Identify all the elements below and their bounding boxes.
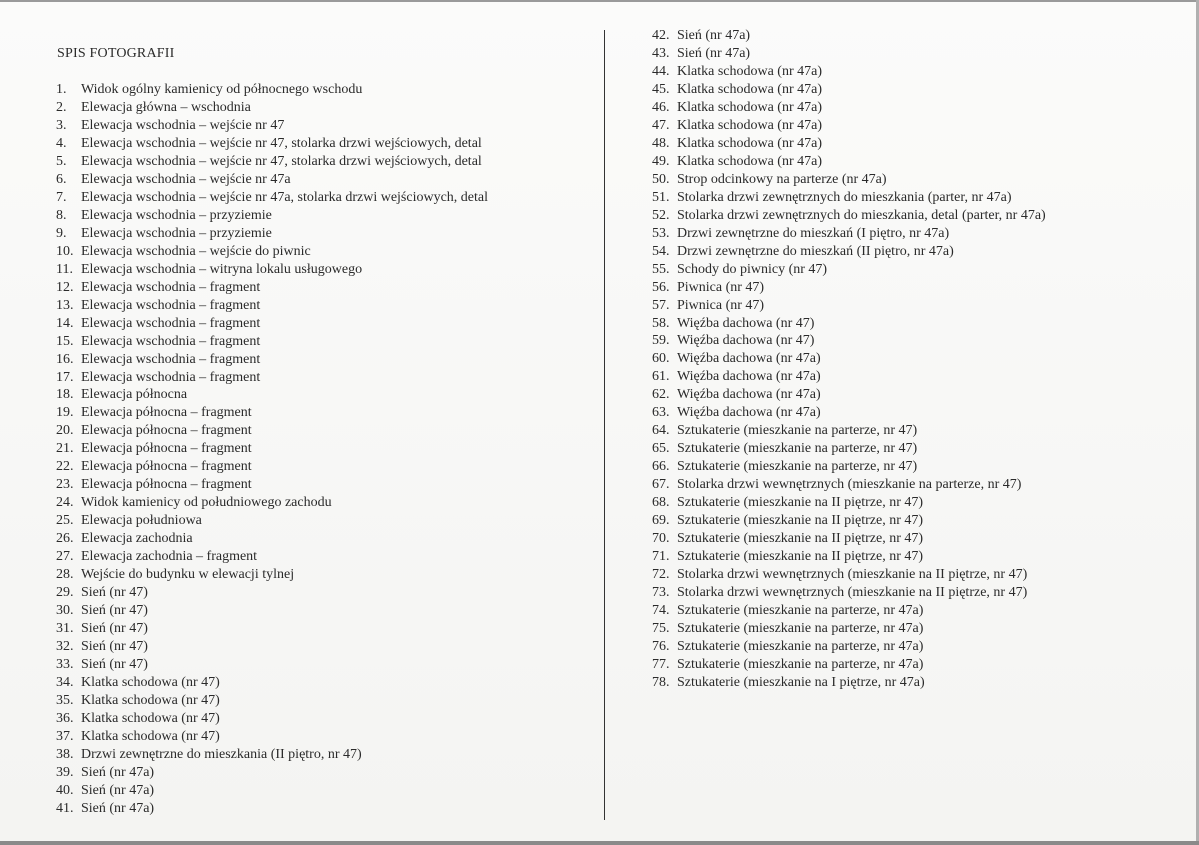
photo-number: 34. xyxy=(56,674,74,690)
photo-number: 16. xyxy=(56,351,74,367)
photo-list-item xyxy=(56,710,488,728)
photo-list-item xyxy=(56,315,488,333)
photo-list-item xyxy=(652,602,1046,620)
photo-list-item xyxy=(56,297,488,315)
photo-list-item xyxy=(652,530,1046,548)
photo-list-item xyxy=(56,494,488,512)
photo-caption: Klatka schodowa (nr 47a) xyxy=(677,81,823,97)
photo-number: 27. xyxy=(56,549,74,565)
photo-caption: Elewacja wschodnia – fragment xyxy=(81,351,261,367)
photo-number: 2. xyxy=(56,99,67,115)
photo-number: 52. xyxy=(652,207,670,223)
photo-list-item xyxy=(56,440,488,458)
photo-number: 55. xyxy=(652,261,670,277)
photo-number: 43. xyxy=(652,45,670,61)
photo-number: 22. xyxy=(56,459,74,475)
photo-number: 68. xyxy=(652,495,670,511)
photo-caption: Drzwi zewnętrzne do mieszkań (I piętro, nr 47a) xyxy=(677,225,950,241)
photo-list-item xyxy=(56,620,488,638)
photo-list-item xyxy=(56,548,488,566)
photo-number: 8. xyxy=(56,207,67,223)
photo-list-item xyxy=(652,350,1046,368)
photo-number: 78. xyxy=(652,674,670,690)
photo-number: 62. xyxy=(652,387,670,403)
photo-number: 41. xyxy=(56,800,74,816)
photo-list-item xyxy=(652,315,1046,333)
photo-list-item xyxy=(56,225,488,243)
photo-caption: Elewacja główna – wschodnia xyxy=(81,99,251,115)
photo-list-item xyxy=(56,656,488,674)
photo-number: 37. xyxy=(56,728,74,744)
scan-bottom-edge xyxy=(0,841,1199,845)
photo-caption: Więźba dachowa (nr 47a) xyxy=(677,369,821,385)
photo-caption: Elewacja wschodnia – fragment xyxy=(81,279,261,295)
photo-caption: Elewacja wschodnia – przyziemie xyxy=(81,207,272,223)
photo-caption: Elewacja północna – fragment xyxy=(81,405,252,421)
photo-list-item xyxy=(56,333,488,351)
photo-list-item xyxy=(652,243,1046,261)
photo-number: 42. xyxy=(652,28,670,43)
photo-caption: Sień (nr 47) xyxy=(81,603,148,619)
photo-list-item xyxy=(652,261,1046,279)
photo-number: 14. xyxy=(56,315,74,331)
photo-number: 76. xyxy=(652,638,670,654)
photo-caption: Sztukaterie (mieszkanie na II piętrze, nr 47) xyxy=(677,513,924,529)
photo-list-item xyxy=(652,386,1046,404)
photo-number: 19. xyxy=(56,405,74,421)
photo-caption: Stolarka drzwi wewnętrznych (mieszkanie na II piętrze, nr 47) xyxy=(677,567,1028,583)
photo-list-item xyxy=(652,620,1046,638)
photo-caption: Klatka schodowa (nr 47a) xyxy=(677,99,823,115)
photo-list-item xyxy=(56,189,488,207)
photo-caption: Elewacja wschodnia – fragment xyxy=(81,369,261,385)
document-title: SPIS FOTOGRAFII xyxy=(57,46,175,61)
photo-caption: Klatka schodowa (nr 47) xyxy=(81,692,220,708)
photo-number: 33. xyxy=(56,657,74,672)
photo-caption: Elewacja wschodnia – witryna lokalu usługowego xyxy=(81,261,363,277)
photo-caption: Elewacja południowa xyxy=(81,513,202,529)
photo-list-item xyxy=(652,153,1046,171)
photo-number: 75. xyxy=(652,620,670,636)
photo-number: 71. xyxy=(652,549,670,565)
photo-number: 64. xyxy=(652,423,670,439)
photo-list-item xyxy=(652,171,1046,189)
photo-caption: Klatka schodowa (nr 47) xyxy=(81,674,220,690)
photo-list-item xyxy=(56,602,488,620)
photo-number: 1. xyxy=(56,82,67,97)
photo-list-item xyxy=(652,368,1046,386)
photo-list-item xyxy=(56,404,488,422)
photo-caption: Elewacja wschodnia – wejście nr 47, stolarka drzwi wejściowych, detal xyxy=(81,153,482,169)
photo-number: 58. xyxy=(652,315,670,331)
photo-caption: Elewacja wschodnia – wejście do piwnic xyxy=(81,243,311,259)
photo-caption: Elewacja wschodnia – wejście nr 47 xyxy=(81,117,285,133)
photo-number: 61. xyxy=(652,369,670,385)
photo-list-item xyxy=(652,404,1046,422)
photo-list-item xyxy=(652,207,1046,225)
photo-caption: Klatka schodowa (nr 47a) xyxy=(677,117,823,133)
photo-list-item xyxy=(652,297,1046,315)
photo-number: 25. xyxy=(56,513,74,529)
photo-caption: Sień (nr 47a) xyxy=(81,764,155,780)
photo-caption: Klatka schodowa (nr 47a) xyxy=(677,63,823,79)
photo-number: 54. xyxy=(652,243,670,259)
photo-list-item xyxy=(652,584,1046,602)
photo-caption: Elewacja wschodnia – wejście nr 47, stolarka drzwi wejściowych, detal xyxy=(81,135,482,151)
photo-caption: Widok kamienicy od południowego zachodu xyxy=(81,495,332,511)
photo-caption: Sztukaterie (mieszkanie na parterze, nr 47a) xyxy=(677,620,924,636)
photo-list-item xyxy=(56,728,488,746)
photo-list-item xyxy=(56,638,488,656)
photo-caption: Elewacja zachodnia – fragment xyxy=(81,549,258,565)
photo-list-item xyxy=(56,81,488,99)
photo-list-item xyxy=(652,135,1046,153)
photo-caption: Widok ogólny kamienicy od północnego wschodu xyxy=(81,82,363,97)
photo-caption: Sień (nr 47) xyxy=(81,639,148,655)
photo-list-item xyxy=(652,458,1046,476)
photo-number: 44. xyxy=(652,63,670,79)
photo-number: 46. xyxy=(652,99,670,115)
photo-list-item xyxy=(56,171,488,189)
photo-list-item xyxy=(56,458,488,476)
photo-caption: Sztukaterie (mieszkanie na II piętrze, nr 47) xyxy=(677,531,924,547)
photo-caption: Elewacja wschodnia – fragment xyxy=(81,297,261,313)
photo-list-item xyxy=(56,674,488,692)
photo-number: 49. xyxy=(652,153,670,169)
photo-list-item xyxy=(652,189,1046,207)
photo-caption: Piwnica (nr 47) xyxy=(677,297,765,313)
photo-caption: Sień (nr 47) xyxy=(81,585,148,601)
photo-list-left-column xyxy=(56,81,488,818)
photo-caption: Więźba dachowa (nr 47a) xyxy=(677,387,821,403)
photo-number: 40. xyxy=(56,782,74,798)
photo-number: 35. xyxy=(56,692,74,708)
photo-list-item xyxy=(56,566,488,584)
photo-list-item xyxy=(56,530,488,548)
photo-list-item xyxy=(56,99,488,117)
photo-caption: Elewacja północna – fragment xyxy=(81,459,252,475)
photo-number: 72. xyxy=(652,567,670,583)
photo-number: 30. xyxy=(56,603,74,619)
photo-number: 23. xyxy=(56,477,74,493)
photo-caption: Elewacja wschodnia – fragment xyxy=(81,333,261,349)
photo-list-item xyxy=(56,746,488,764)
photo-list-item xyxy=(56,512,488,530)
photo-caption: Drzwi zewnętrzne do mieszkania (II piętro, nr 47) xyxy=(81,746,362,762)
photo-list-item xyxy=(652,656,1046,674)
photo-number: 10. xyxy=(56,243,74,259)
photo-number: 36. xyxy=(56,710,74,726)
photo-number: 59. xyxy=(652,333,670,349)
photo-list-item xyxy=(652,494,1046,512)
photo-caption: Elewacja północna – fragment xyxy=(81,441,252,457)
scan-top-edge xyxy=(0,0,1199,2)
photo-list-item xyxy=(56,351,488,369)
photo-caption: Sień (nr 47) xyxy=(81,621,148,637)
photo-list-item xyxy=(652,81,1046,99)
photo-caption: Sień (nr 47a) xyxy=(81,782,155,798)
photo-list-item xyxy=(652,332,1046,350)
photo-caption: Sztukaterie (mieszkanie na parterze, nr 47) xyxy=(677,441,918,457)
photo-number: 4. xyxy=(56,135,67,151)
photo-caption: Elewacja wschodnia – fragment xyxy=(81,315,261,331)
photo-list-item xyxy=(56,800,488,818)
photo-number: 24. xyxy=(56,495,74,511)
photo-list-item xyxy=(652,279,1046,297)
photo-number: 53. xyxy=(652,225,670,241)
photo-caption: Sztukaterie (mieszkanie na parterze, nr 47a) xyxy=(677,603,924,618)
photo-list-item xyxy=(652,45,1046,63)
photo-list-item xyxy=(56,207,488,225)
photo-number: 3. xyxy=(56,117,67,133)
photo-caption: Klatka schodowa (nr 47a) xyxy=(677,153,823,169)
photo-list-item xyxy=(652,225,1046,243)
photo-number: 45. xyxy=(652,81,670,97)
photo-list-item xyxy=(652,99,1046,117)
photo-caption: Elewacja wschodnia – przyziemie xyxy=(81,225,272,241)
photo-caption: Elewacja północna – fragment xyxy=(81,423,252,439)
photo-number: 69. xyxy=(652,513,670,529)
photo-list-item xyxy=(56,782,488,800)
photo-caption: Elewacja północna xyxy=(81,387,188,403)
photo-number: 9. xyxy=(56,225,67,241)
photo-number: 66. xyxy=(652,459,670,475)
photo-number: 32. xyxy=(56,639,74,655)
photo-number: 18. xyxy=(56,387,74,403)
photo-list-item xyxy=(56,261,488,279)
photo-list-item xyxy=(652,476,1046,494)
photo-number: 7. xyxy=(56,189,67,205)
photo-list-item xyxy=(652,440,1046,458)
photo-number: 47. xyxy=(652,117,670,133)
photo-number: 60. xyxy=(652,351,670,367)
photo-caption: Klatka schodowa (nr 47a) xyxy=(677,135,823,151)
photo-caption: Klatka schodowa (nr 47) xyxy=(81,728,220,744)
column-divider xyxy=(604,30,605,820)
photo-list-item xyxy=(56,422,488,440)
photo-caption: Sztukaterie (mieszkanie na I piętrze, nr 47a) xyxy=(677,674,925,690)
photo-list-item xyxy=(652,117,1046,135)
photo-caption: Elewacja wschodnia – wejście nr 47a xyxy=(81,171,291,187)
photo-number: 20. xyxy=(56,423,74,439)
photo-list-item xyxy=(56,764,488,782)
photo-caption: Stolarka drzwi zewnętrznych do mieszkania (parter, nr 47a) xyxy=(677,189,1012,205)
photo-caption: Sień (nr 47a) xyxy=(677,45,751,61)
photo-list-item xyxy=(652,27,1046,45)
photo-caption: Sztukaterie (mieszkanie na parterze, nr 47) xyxy=(677,423,918,439)
photo-number: 74. xyxy=(652,603,670,618)
photo-caption: Więźba dachowa (nr 47) xyxy=(677,315,815,331)
photo-caption: Elewacja wschodnia – wejście nr 47a, stolarka drzwi wejściowych, detal xyxy=(81,189,489,205)
photo-list-item xyxy=(652,63,1046,81)
photo-number: 17. xyxy=(56,369,74,385)
photo-caption: Stolarka drzwi zewnętrznych do mieszkania, detal (parter, nr 47a) xyxy=(677,207,1046,223)
photo-caption: Sień (nr 47a) xyxy=(81,800,155,816)
photo-list-item xyxy=(56,153,488,171)
photo-caption: Wejście do budynku w elewacji tylnej xyxy=(81,567,295,583)
photo-list-item xyxy=(652,422,1046,440)
photo-number: 63. xyxy=(652,405,670,421)
photo-caption: Elewacja północna – fragment xyxy=(81,477,252,493)
photo-list-item xyxy=(652,512,1046,530)
photo-number: 73. xyxy=(652,585,670,601)
photo-caption: Więźba dachowa (nr 47a) xyxy=(677,405,821,421)
photo-number: 28. xyxy=(56,567,74,583)
photo-list-item xyxy=(56,692,488,710)
photo-number: 13. xyxy=(56,297,74,313)
photo-number: 12. xyxy=(56,279,74,295)
photo-caption: Więźba dachowa (nr 47) xyxy=(677,333,815,349)
photo-list-item xyxy=(56,369,488,387)
photo-caption: Sztukaterie (mieszkanie na parterze, nr 47a) xyxy=(677,656,924,672)
photo-number: 38. xyxy=(56,746,74,762)
photo-number: 39. xyxy=(56,764,74,780)
photo-caption: Sztukaterie (mieszkanie na II piętrze, nr 47) xyxy=(677,495,924,511)
photo-list-item xyxy=(56,117,488,135)
photo-caption: Drzwi zewnętrzne do mieszkań (II piętro, nr 47a) xyxy=(677,243,954,259)
photo-number: 50. xyxy=(652,171,670,187)
photo-number: 65. xyxy=(652,441,670,457)
photo-number: 57. xyxy=(652,297,670,313)
photo-list-item xyxy=(652,548,1046,566)
photo-list-item xyxy=(56,476,488,494)
photo-number: 48. xyxy=(652,135,670,151)
photo-list-item xyxy=(652,674,1046,692)
photo-caption: Stolarka drzwi wewnętrznych (mieszkanie na parterze, nr 47) xyxy=(677,477,1022,493)
photo-number: 5. xyxy=(56,153,67,169)
photo-number: 6. xyxy=(56,171,67,187)
photo-number: 51. xyxy=(652,189,670,205)
photo-number: 11. xyxy=(56,261,73,277)
photo-number: 21. xyxy=(56,441,74,457)
photo-caption: Elewacja zachodnia xyxy=(81,531,193,547)
photo-list-item xyxy=(56,584,488,602)
photo-list-item xyxy=(56,135,488,153)
photo-number: 56. xyxy=(652,279,670,295)
photo-caption: Więźba dachowa (nr 47a) xyxy=(677,351,821,367)
photo-caption: Piwnica (nr 47) xyxy=(677,279,765,295)
photo-number: 77. xyxy=(652,656,670,672)
photo-list-item xyxy=(652,566,1046,584)
photo-caption: Sztukaterie (mieszkanie na parterze, nr 47) xyxy=(677,459,918,475)
photo-caption: Sień (nr 47) xyxy=(81,657,148,672)
photo-number: 29. xyxy=(56,585,74,601)
photo-list-item xyxy=(56,243,488,261)
photo-caption: Sztukaterie (mieszkanie na parterze, nr 47a) xyxy=(677,638,924,654)
photo-number: 67. xyxy=(652,477,670,493)
photo-number: 15. xyxy=(56,333,74,349)
photo-caption: Strop odcinkowy na parterze (nr 47a) xyxy=(677,171,887,187)
photo-caption: Klatka schodowa (nr 47) xyxy=(81,710,220,726)
photo-list-item xyxy=(56,279,488,297)
photo-number: 70. xyxy=(652,531,670,547)
photo-number: 31. xyxy=(56,621,74,637)
photo-list-right-column xyxy=(652,27,1046,692)
photo-caption: Stolarka drzwi wewnętrznych (mieszkanie na II piętrze, nr 47) xyxy=(677,585,1028,601)
photo-caption: Schody do piwnicy (nr 47) xyxy=(677,261,828,277)
photo-list-item xyxy=(652,638,1046,656)
photo-caption: Sień (nr 47a) xyxy=(677,28,751,43)
photo-caption: Sztukaterie (mieszkanie na II piętrze, nr 47) xyxy=(677,549,924,565)
photo-number: 26. xyxy=(56,531,74,547)
photo-list-item xyxy=(56,386,488,404)
